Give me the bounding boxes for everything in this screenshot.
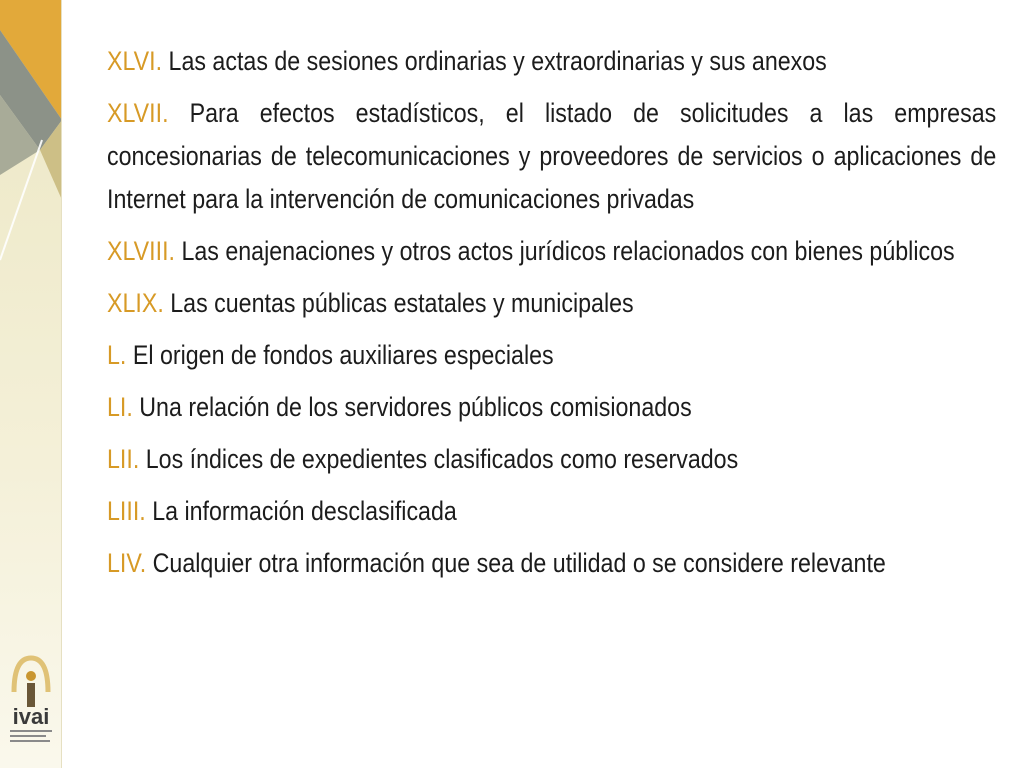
slide-content [107,40,996,760]
list-item [107,438,996,481]
svg-text:ivai: ivai [12,704,50,729]
item-text: Los índices de expedientes clasificados como reservados [145,444,739,474]
item-number: LIV. [107,548,147,578]
item-number: XLIX. [107,288,164,318]
item-number: LI. [107,392,133,422]
list-item [107,282,996,325]
ivai-logo [4,652,58,752]
item-text: El origen de fondos auxiliares especiales [132,340,554,370]
list-item [107,40,996,83]
item-number: XLVIII. [107,236,175,266]
ivai-logo-graphic [4,652,58,752]
item-text: La información desclasificada [152,496,457,526]
item-text: Cualquier otra información que sea de utilidad o se considere relevante [152,548,886,578]
list-item [107,230,996,273]
item-number: LII. [107,444,140,474]
list-item [107,92,996,221]
item-text: Las cuentas públicas estatales y municipales [170,288,634,318]
item-number: XLVII. [107,98,169,128]
list-item [107,542,996,585]
item-text: Las actas de sesiones ordinarias y extraordinarias y sus anexos [168,46,827,76]
item-number: L. [107,340,127,370]
item-text: Las enajenaciones y otros actos jurídicos relacionados con bienes públicos [181,236,955,266]
list-item [107,386,996,429]
item-text: Una relación de los servidores públicos comisionados [139,392,692,422]
list-item [107,334,996,377]
item-number: XLVI. [107,46,163,76]
item-number: LIII. [107,496,146,526]
item-text: Para efectos estadísticos, el listado de solicitudes a las empresas concesionarias de telecomunicaciones y proveedores de servicios o aplicaciones de Internet para la intervención de comunicaciones privadas [107,98,997,214]
list-item [107,490,996,533]
